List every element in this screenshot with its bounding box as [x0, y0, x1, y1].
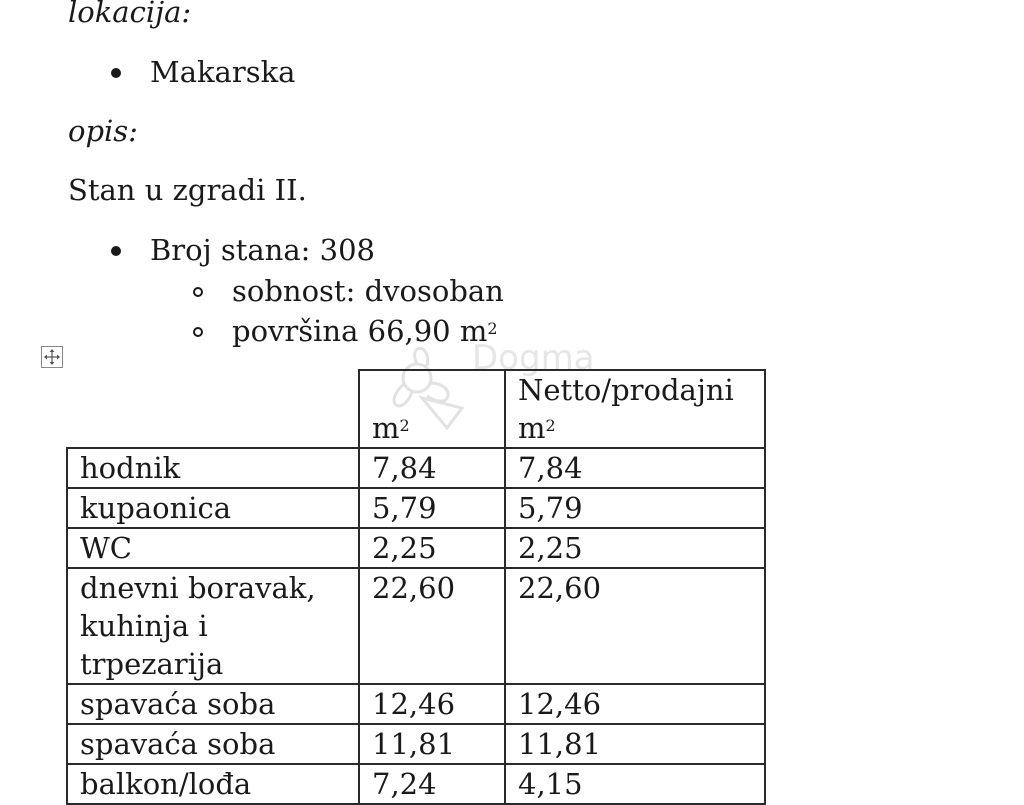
room-area-cell: 2,25 [359, 528, 505, 568]
description-heading: opis: [68, 114, 138, 148]
room-netto-cell: 2,25 [505, 528, 765, 568]
bullet-icon [111, 246, 121, 256]
sub-bullet-icon [193, 287, 203, 297]
room-netto-cell: 7,84 [505, 448, 765, 488]
header-area-superscript: 2 [399, 416, 410, 435]
location-item: Makarska [150, 55, 296, 89]
room-area-cell: 5,79 [359, 488, 505, 528]
apartment-rooms: sobnost: dvosoban [232, 274, 504, 308]
table-move-handle-icon[interactable] [41, 346, 63, 368]
rooms-area-table [66, 369, 766, 805]
room-area-cell: 7,24 [359, 764, 505, 804]
room-name-cell: spavaća soba [67, 684, 359, 724]
table-row [67, 764, 765, 804]
room-area-cell: 12,46 [359, 684, 505, 724]
room-name-cell: WC [67, 528, 359, 568]
apartment-area-text: površina 66,90 m [232, 314, 488, 348]
header-netto-unit: m [518, 411, 546, 445]
table-row [67, 528, 765, 568]
room-area-cell: 11,81 [359, 724, 505, 764]
room-name-cell: spavaća soba [67, 724, 359, 764]
header-cell-empty [67, 370, 359, 448]
table-row [67, 724, 765, 764]
apartment-number: Broj stana: 308 [150, 233, 375, 267]
room-name-cell: balkon/lođa [67, 764, 359, 804]
room-name-line: kuhinja i [80, 609, 208, 643]
header-cell-area [359, 370, 505, 448]
room-netto-cell: 4,15 [505, 764, 765, 804]
room-name-cell: kupaonica [67, 488, 359, 528]
apartment-area [232, 313, 498, 349]
room-name-line: dnevni boravak, [80, 571, 316, 605]
bullet-icon [111, 68, 121, 78]
sub-bullet-icon [193, 327, 203, 337]
table-row [67, 488, 765, 528]
room-netto-cell: 12,46 [505, 684, 765, 724]
room-name-cell [67, 568, 359, 684]
location-heading: lokacija: [68, 0, 192, 29]
room-name-line: trpezarija [80, 647, 224, 681]
header-area-unit: m [372, 411, 400, 445]
room-area-cell: 22,60 [359, 568, 505, 684]
description-text: Stan u zgradi II. [68, 173, 307, 207]
watermark-text: Dogma [472, 338, 595, 378]
table-row [67, 684, 765, 724]
room-area-cell: 7,84 [359, 448, 505, 488]
room-netto-cell: 5,79 [505, 488, 765, 528]
room-name-cell: hodnik [67, 448, 359, 488]
header-netto-superscript: 2 [545, 416, 556, 435]
room-netto-cell: 11,81 [505, 724, 765, 764]
table-row [67, 568, 765, 684]
table-header-row [67, 370, 765, 448]
room-netto-cell: 22,60 [505, 568, 765, 684]
header-cell-netto [505, 370, 765, 448]
table-row [67, 448, 765, 488]
header-netto-title: Netto/prodajni [518, 373, 734, 407]
area-unit-superscript: 2 [487, 319, 498, 338]
